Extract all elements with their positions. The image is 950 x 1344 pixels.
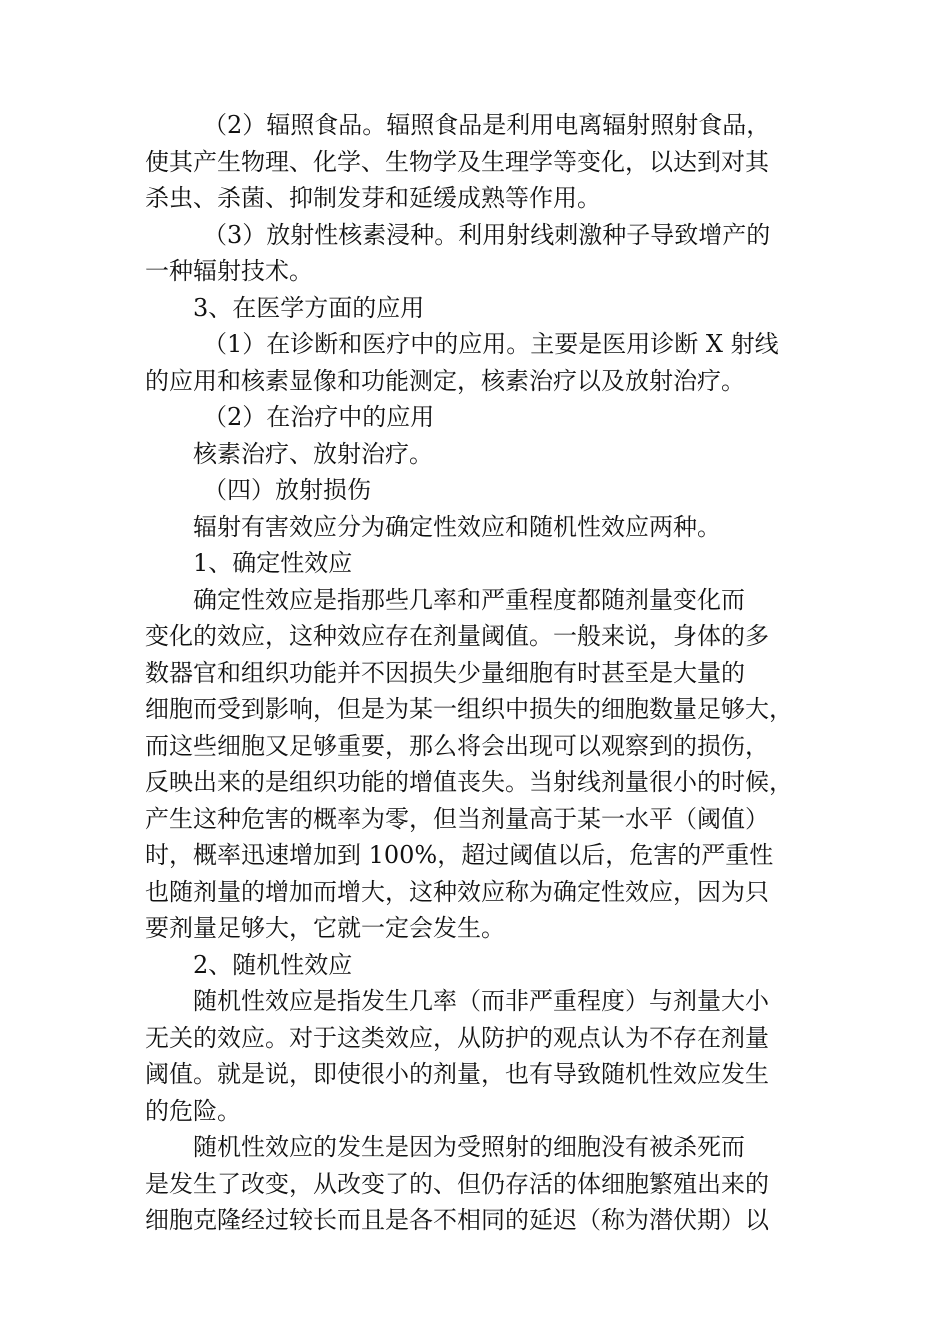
text-line: 是发生了改变，从改变了的、但仍存活的体细胞繁殖出来的 xyxy=(145,1169,769,1198)
text-line: 的危险。 xyxy=(145,1096,241,1125)
text-line: （四）放射损伤 xyxy=(203,476,371,504)
text-line: 核素治疗、放射治疗。 xyxy=(193,439,433,468)
text-line: 一种辐射技术。 xyxy=(145,257,313,285)
text-line: 杀虫、杀菌、抑制发芽和延缓成熟等作用。 xyxy=(145,184,601,212)
text-line: 随机性效应是指发生几率（而非严重程度）与剂量大小 xyxy=(193,987,769,1015)
text-line: 1、确定性效应 xyxy=(193,549,353,577)
text-line: 产生这种危害的概率为零，但当剂量高于某一水平（阈值） xyxy=(145,804,769,833)
text-line: 细胞克隆经过较长而且是各不相同的延迟（称为潜伏期）以 xyxy=(145,1206,769,1234)
text-line: 细胞而受到影响，但是为某一组织中损失的细胞数量足够大， xyxy=(145,695,793,723)
text-line: 的应用和核素显像和功能测定，核素治疗以及放射治疗。 xyxy=(145,366,745,395)
text-line: 使其产生物理、化学、生物学及生理学等变化，以达到对其 xyxy=(145,147,769,176)
text-line: （1）在诊断和医疗中的应用。主要是医用诊断 X 射线 xyxy=(203,330,779,358)
text-line: 无关的效应。对于这类效应，从防护的观点认为不存在剂量 xyxy=(145,1023,769,1052)
text-line: 2、随机性效应 xyxy=(193,950,353,979)
text-line: 3、在医学方面的应用 xyxy=(193,293,425,322)
text-line: 阈值。就是说，即使很小的剂量，也有导致随机性效应发生 xyxy=(145,1060,769,1088)
text-line: 辐射有害效应分为确定性效应和随机性效应两种。 xyxy=(193,512,721,541)
text-line: （2）在治疗中的应用 xyxy=(203,403,435,431)
text-line: 数器官和组织功能并不因损失少量细胞有时甚至是大量的 xyxy=(145,658,745,687)
text-line: 而这些细胞又足够重要，那么将会出现可以观察到的损伤， xyxy=(145,731,769,760)
text-line: 时，概率迅速增加到 100%，超过阈值以后，危害的严重性 xyxy=(145,841,774,869)
text-line: （3）放射性核素浸种。利用射线刺激种子导致增产的 xyxy=(203,220,771,249)
body-text xyxy=(145,107,825,1239)
text-line: 也随剂量的增加而增大，这种效应称为确定性效应，因为只 xyxy=(145,877,769,906)
text-line: 确定性效应是指那些几率和严重程度都随剂量变化而 xyxy=(193,585,745,614)
text-line: 随机性效应的发生是因为受照射的细胞没有被杀死而 xyxy=(193,1133,745,1161)
text-line: （2）辐照食品。辐照食品是利用电离辐射照射食品， xyxy=(203,111,771,139)
text-line: 要剂量足够大，它就一定会发生。 xyxy=(145,914,505,942)
text-line: 变化的效应，这种效应存在剂量阈值。一般来说，身体的多 xyxy=(145,622,769,650)
text-line: 反映出来的是组织功能的增值丧失。当射线剂量很小的时候， xyxy=(145,768,793,796)
